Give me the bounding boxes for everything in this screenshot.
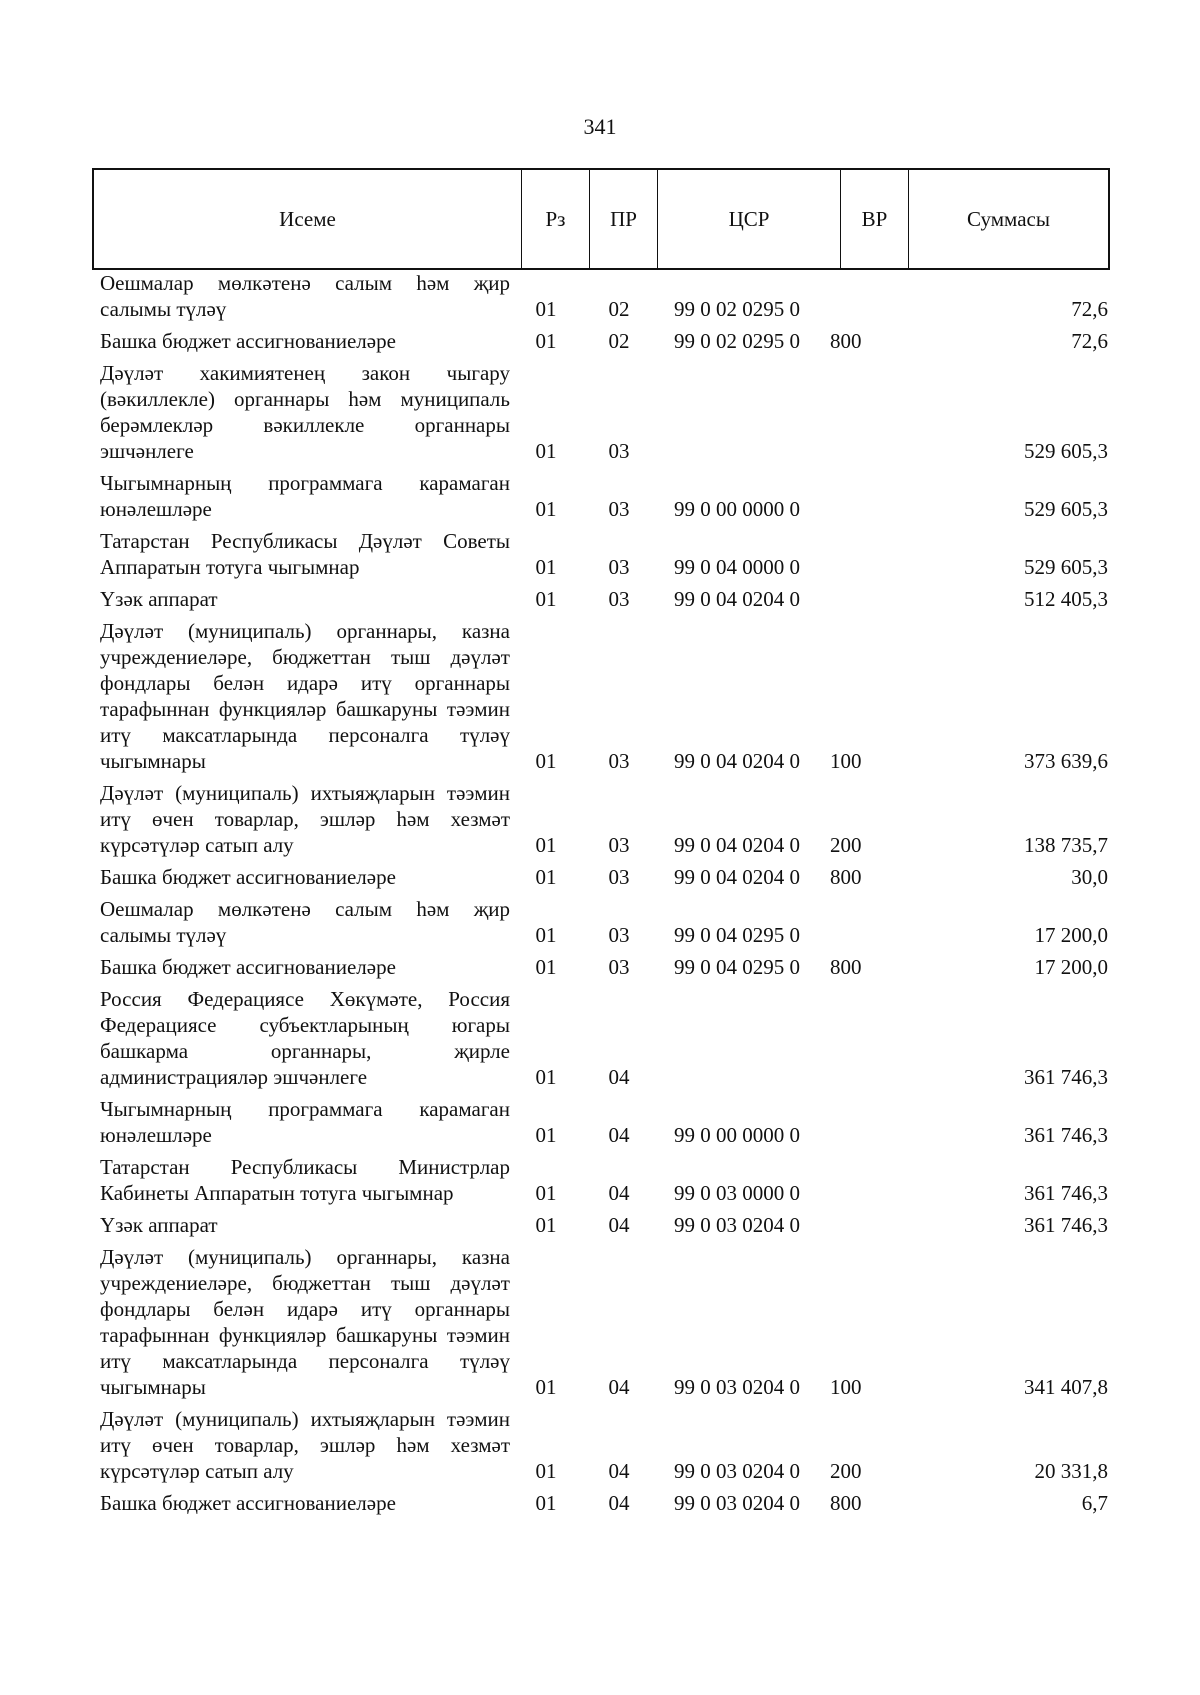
row-rz: 01 [535,329,557,353]
row-sum: 30,0 [1071,865,1108,889]
row-sum: 361 746,3 [1024,1213,1108,1237]
row-vr: 100 [830,749,862,773]
row-csr: 99 0 00 0000 0 [674,497,800,521]
row-csr: 99 0 03 0204 0 [674,1213,800,1237]
row-pr: 03 [608,833,630,857]
table-row [100,1154,1110,1206]
table-row [100,954,1110,980]
row-name: Башка бюджет ассигнованиеләре [100,1491,396,1515]
page-number: 341 [583,114,617,139]
row-rz: 01 [535,1375,557,1399]
row-sum: 6,7 [1081,1491,1108,1515]
row-rz: 01 [535,1065,557,1089]
row-vr: 200 [830,833,862,857]
row-sum: 72,6 [1071,329,1108,353]
row-csr: 99 0 04 0204 0 [674,833,800,857]
row-sum: 20 331,8 [1034,1459,1108,1483]
row-csr: 99 0 04 0204 0 [674,749,800,773]
row-pr: 04 [608,1181,630,1205]
row-rz: 01 [535,1123,557,1147]
row-sum: 17 200,0 [1034,955,1108,979]
row-name: Татарстан Республикасы Министрлар Кабинеты Аппаратын тотуга чыгымнар [100,1155,510,1205]
row-rz: 01 [535,923,557,947]
row-vr: 800 [830,955,862,979]
table-row [100,1244,1110,1400]
header-csr: ЦСР [657,170,840,268]
table-row [100,864,1110,890]
row-csr: 99 0 03 0204 0 [674,1491,800,1515]
row-name: Дәүләт (муниципаль) ихтыяҗларын тәэмин итү өчен товарлар, эшләр һәм хезмәт күрсәтүләр сатып алу [100,781,510,857]
row-rz: 01 [535,865,557,889]
row-vr: 200 [830,1459,862,1483]
row-rz: 01 [535,1491,557,1515]
row-pr: 02 [608,297,630,321]
table-row [100,528,1110,580]
header-sum: Суммасы [908,170,1108,268]
table-row [100,328,1110,354]
row-pr: 04 [608,1459,630,1483]
row-vr: 100 [830,1375,862,1399]
table-row [100,896,1110,948]
row-csr: 99 0 04 0000 0 [674,555,800,579]
header-name: Исеме [279,206,336,231]
table-row [100,470,1110,522]
header-rz: Рз [521,170,589,268]
row-name: Дәүләт (муниципаль) ихтыяҗларын тәэмин итү өчен товарлар, эшләр һәм хезмәт күрсәтүләр сатып алу [100,1407,510,1483]
row-csr: 99 0 03 0000 0 [674,1181,800,1205]
row-csr: 99 0 04 0295 0 [674,923,800,947]
row-sum: 512 405,3 [1024,587,1108,611]
row-csr: 99 0 03 0204 0 [674,1459,800,1483]
row-rz: 01 [535,555,557,579]
row-name: Дәүләт (муниципаль) органнары, казна учреждениеләре, бюджеттан тыш дәүләт фондлары белән идарә итү органнары тарафыннан функцияләр башкаруны тәэмин итү максатларында персоналга түләү чыгымнары [100,619,510,773]
table-body [100,270,1110,1522]
row-csr: 99 0 04 0295 0 [674,955,800,979]
table-row [100,270,1110,322]
row-name: Чыгымнарның программага карамаган юнәлешләре [100,1097,510,1147]
row-rz: 01 [535,955,557,979]
row-rz: 01 [535,297,557,321]
row-vr: 800 [830,329,862,353]
row-name: Башка бюджет ассигнованиеләре [100,955,396,979]
row-name: Үзәк аппарат [100,1213,218,1237]
row-pr: 03 [608,587,630,611]
row-sum: 529 605,3 [1024,555,1108,579]
row-pr: 03 [608,923,630,947]
row-name: Башка бюджет ассигнованиеләре [100,329,396,353]
row-rz: 01 [535,587,557,611]
row-rz: 01 [535,497,557,521]
row-sum: 529 605,3 [1024,439,1108,463]
row-sum: 138 735,7 [1024,833,1108,857]
table-row [100,1406,1110,1484]
row-csr: 99 0 04 0204 0 [674,587,800,611]
row-sum: 361 746,3 [1024,1065,1108,1089]
row-sum: 529 605,3 [1024,497,1108,521]
row-vr: 800 [830,865,862,889]
row-name: Башка бюджет ассигнованиеләре [100,865,396,889]
row-rz: 01 [535,749,557,773]
row-csr: 99 0 02 0295 0 [674,297,800,321]
row-csr: 99 0 03 0204 0 [674,1375,800,1399]
row-pr: 03 [608,555,630,579]
header-pr: ПР [589,170,657,268]
row-sum: 341 407,8 [1024,1375,1108,1399]
row-pr: 03 [608,955,630,979]
row-name: Оешмалар мөлкәтенә салым һәм җир салымы түләү [100,897,510,947]
table-header [92,168,1110,270]
row-sum: 72,6 [1071,297,1108,321]
row-name: Оешмалар мөлкәтенә салым һәм җир салымы түләү [100,271,510,321]
row-rz: 01 [535,1181,557,1205]
row-sum: 361 746,3 [1024,1123,1108,1147]
row-sum: 373 639,6 [1024,749,1108,773]
row-csr: 99 0 00 0000 0 [674,1123,800,1147]
row-pr: 04 [608,1491,630,1515]
table-row [100,1212,1110,1238]
header-vr: ВР [840,170,908,268]
table-row [100,586,1110,612]
row-pr: 03 [608,439,630,463]
row-csr: 99 0 04 0204 0 [674,865,800,889]
row-pr: 03 [608,865,630,889]
table-row [100,1490,1110,1516]
row-rz: 01 [535,439,557,463]
row-name: Дәүләт хакимиятенең закон чыгару (вәкиллекле) органнары һәм муниципаль берәмлекләр вәкиллекле органнары эшчәнлеге [100,361,510,463]
row-rz: 01 [535,1213,557,1237]
row-rz: 01 [535,833,557,857]
row-pr: 04 [608,1375,630,1399]
table-row [100,360,1110,464]
row-name: Россия Федерациясе Хөкүмәте, Россия Федерациясе субъектларының югары башкарма органнары, җирле администрацияләр эшчәнлеге [100,987,510,1089]
table-row [100,618,1110,774]
row-csr: 99 0 02 0295 0 [674,329,800,353]
row-name: Дәүләт (муниципаль) органнары, казна учреждениеләре, бюджеттан тыш дәүләт фондлары белән идарә итү органнары тарафыннан функцияләр башкаруны тәэмин итү максатларында персоналга түләү чыгымнары [100,1245,510,1399]
row-pr: 03 [608,749,630,773]
row-pr: 03 [608,497,630,521]
row-name: Чыгымнарның программага карамаган юнәлешләре [100,471,510,521]
row-sum: 361 746,3 [1024,1181,1108,1205]
row-rz: 01 [535,1459,557,1483]
row-vr: 800 [830,1491,862,1515]
row-pr: 04 [608,1065,630,1089]
table-row [100,780,1110,858]
table-row [100,986,1110,1090]
row-name: Үзәк аппарат [100,587,218,611]
row-pr: 02 [608,329,630,353]
row-name: Татарстан Республикасы Дәүләт Советы Аппаратын тотуга чыгымнар [100,529,510,579]
table-row [100,1096,1110,1148]
row-sum: 17 200,0 [1034,923,1108,947]
row-pr: 04 [608,1213,630,1237]
row-pr: 04 [608,1123,630,1147]
